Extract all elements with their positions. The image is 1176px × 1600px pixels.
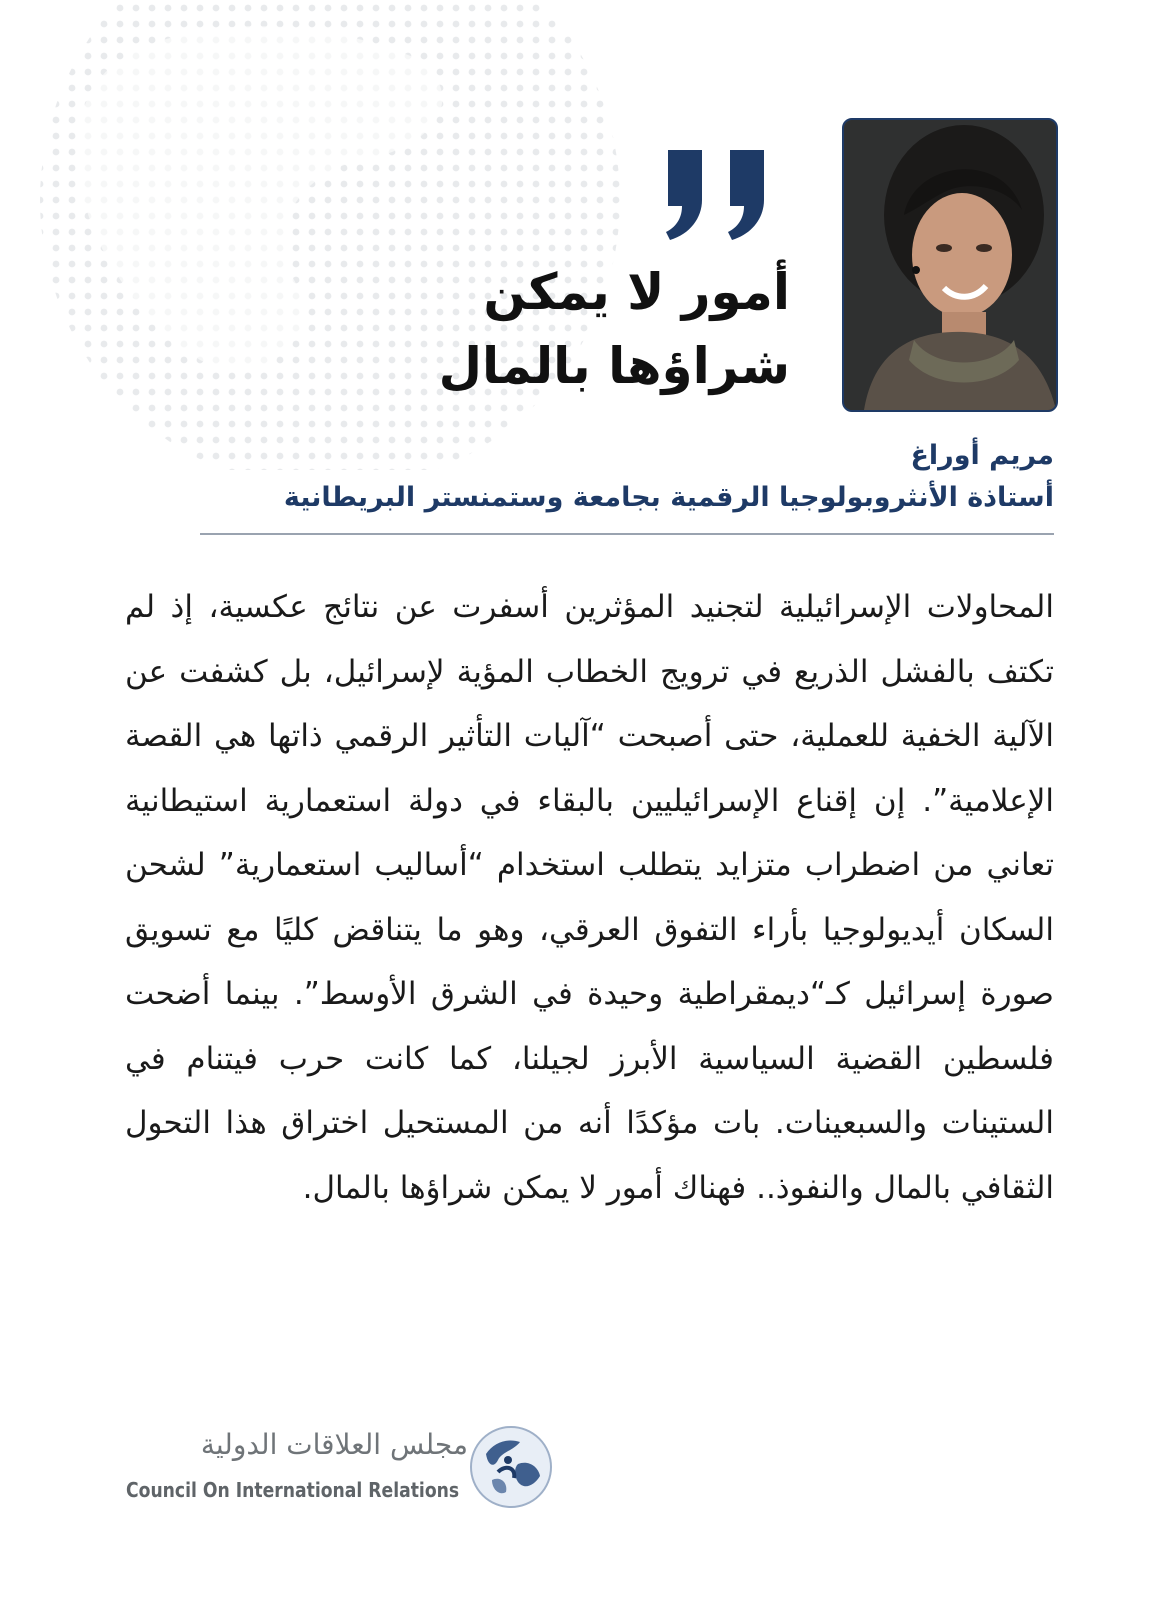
author-block <box>200 435 1054 519</box>
headline: أمور لا يمكن شراؤها بالمال <box>438 263 790 395</box>
quote-mark-icon <box>660 150 780 240</box>
author-name: مريم أوراغ <box>910 440 1054 471</box>
logo-english-text: Council On International Relations <box>126 1478 460 1502</box>
article-body: المحاولات الإسرائيلية لتجنيد المؤثرين أسفرت عن نتائج عكسية، إذ لم تكتف بالفشل الذريع في ترويج الخطاب المؤية لإسرائيل، بل كشفت عن الآلية الخفية للعملية، حتى أصبحت “آليات التأثير الرقمي ذاتها هي القصة الإعلامية”. إن إقناع الإسرائيليين بالبقاء في دولة استعمارية استيطانية تعاني من اضطراب متزايد يتطلب استخدام “أساليب استعمارية” لشحن السكان أيديولوجيا بأراء التفوق العرقي، وهو ما يتناقض كليًا مع تسويق صورة إسرائيل كـ“ديمقراطية وحيدة في الشرق الأوسط”. بينما أضحت فلسطين القضية السياسية الأبرز لجيلنا، كما كانت حرب فيتنام في الستينات والسبعينات. بات مؤكدًا أنه من المستحيل اختراق هذا التحول الثقافي بالمال والنفوذ.. فهناك أمور لا يمكن شراؤها بالمال. <box>125 589 1054 1206</box>
council-logo <box>120 1420 560 1520</box>
logo-arabic-text: مجلس العلاقات الدولية <box>200 1428 468 1461</box>
divider <box>200 533 1054 535</box>
portrait-photo <box>842 118 1058 412</box>
author-role: أستاذة الأنثروبولوجيا الرقمية بجامعة وستمنستر البريطانية <box>283 482 1054 513</box>
council-globe-logo-icon <box>468 1424 554 1510</box>
